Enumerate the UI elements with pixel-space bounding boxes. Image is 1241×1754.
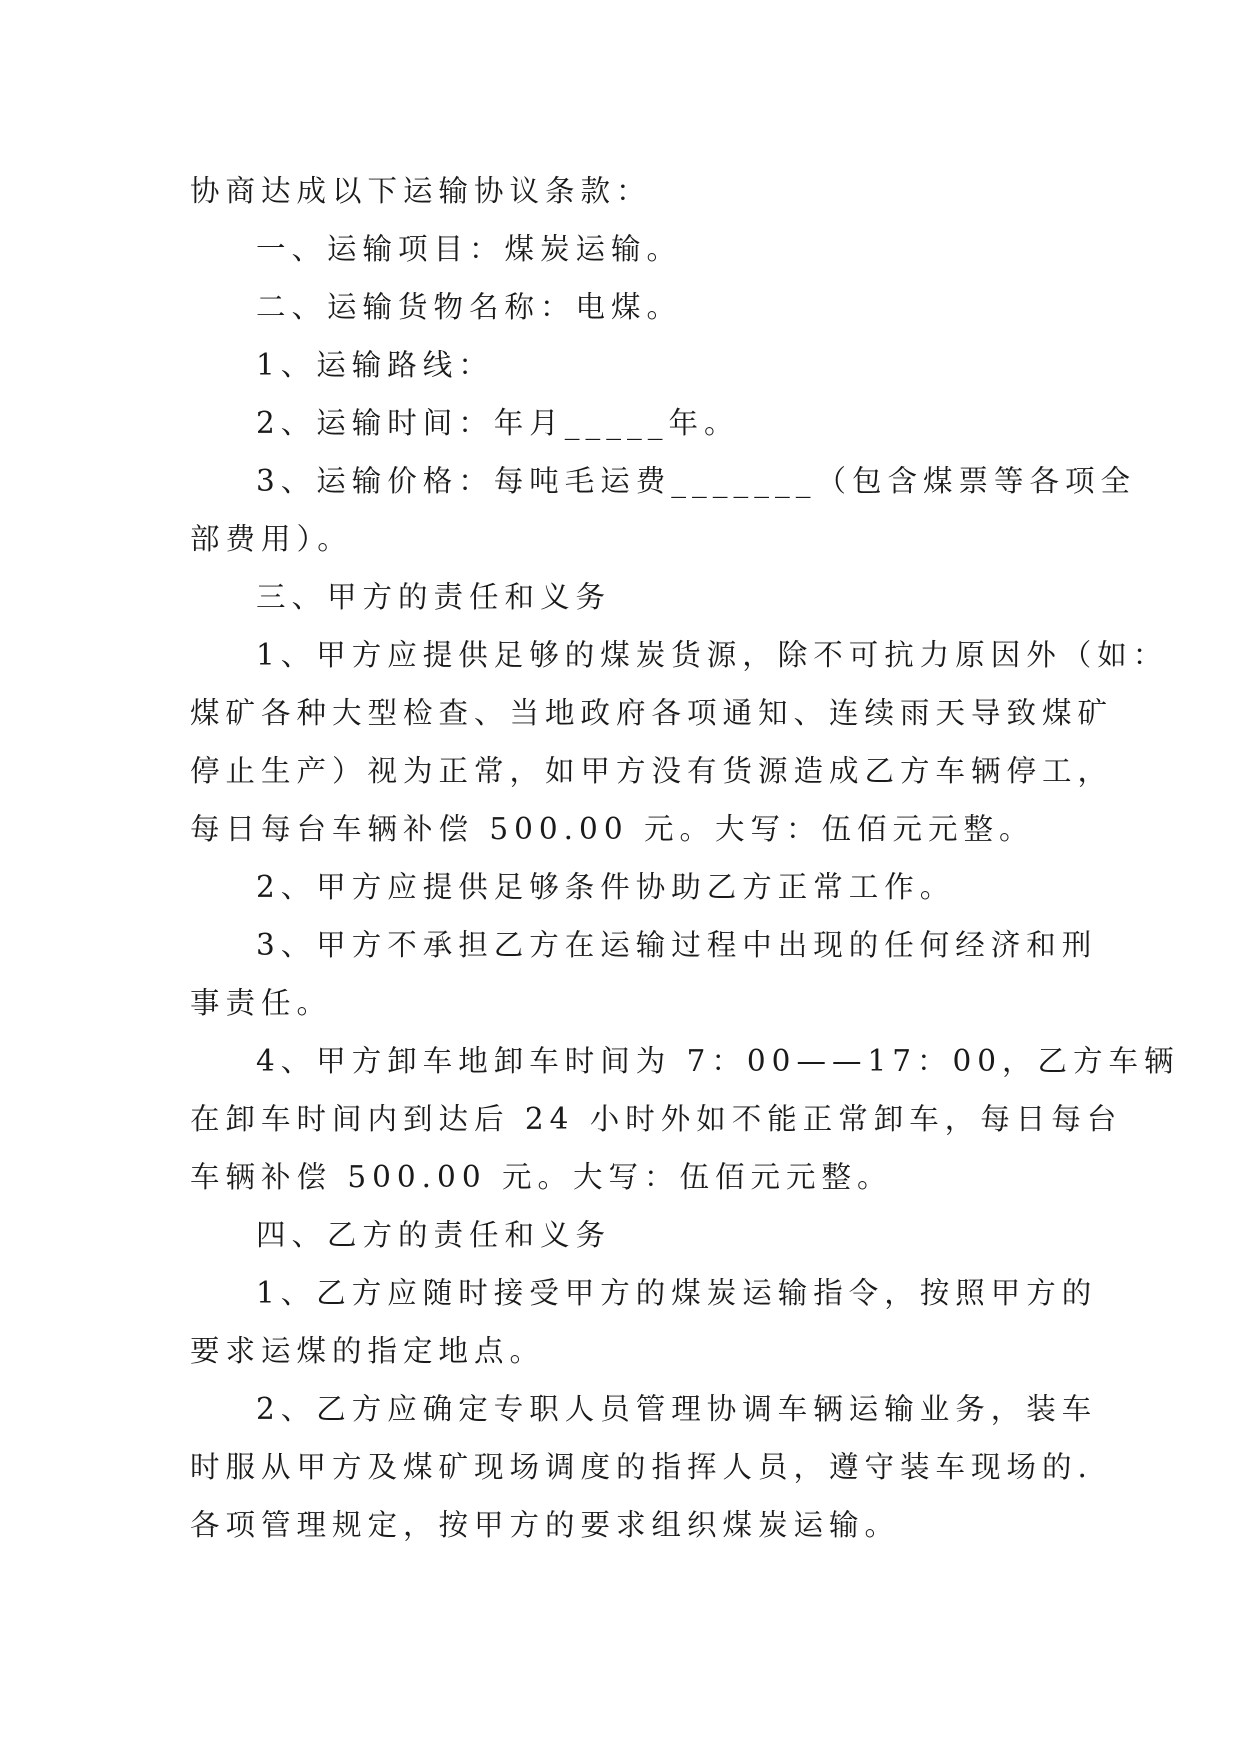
text-line: 2、甲方应提供足够条件协助乙方正常工作。 [256, 870, 956, 904]
text-line: 煤矿各种大型检查、当地政府各项通知、连续雨天导致煤矿 [190, 696, 1114, 730]
text-line: 3、运输价格：每吨毛运费_______（包含煤票等各项全 [256, 464, 1137, 498]
text-line: 时服从甲方及煤矿现场调度的指挥人员，遵守装车现场的. [190, 1450, 1093, 1484]
section-heading-4: 四、乙方的责任和义务 [256, 1218, 612, 1252]
section-heading-3: 三、甲方的责任和义务 [256, 580, 612, 614]
text-line: 车辆补偿 500.00 元。大写：伍佰元元整。 [190, 1160, 893, 1194]
text-line: 1、甲方应提供足够的煤炭货源，除不可抗力原因外（如： [256, 638, 1169, 672]
text-line: 2、乙方应确定专职人员管理协调车辆运输业务，装车 [256, 1392, 1098, 1426]
clause-heading-2: 二、运输货物名称：电煤。 [256, 290, 683, 324]
text-line: 在卸车时间内到达后 24 小时外如不能正常卸车，每日每台 [190, 1102, 1123, 1136]
clause-heading-1: 一、运输项目：煤炭运输。 [256, 232, 683, 266]
text-line: 3、甲方不承担乙方在运输过程中出现的任何经济和刑 [256, 928, 1098, 962]
text-line: 事责任。 [190, 986, 333, 1020]
text-line: 4、甲方卸车地卸车时间为 7：00——17：00，乙方车辆 [256, 1044, 1180, 1078]
text-line: 2、运输时间：年月_____年。 [256, 406, 740, 440]
text-line: 1、运输路线： [256, 348, 494, 382]
text-line: 1、乙方应随时接受甲方的煤炭运输指令，按照甲方的 [256, 1276, 1098, 1310]
text-line: 部费用）。 [190, 522, 353, 556]
text-line: 要求运煤的指定地点。 [190, 1334, 546, 1368]
text-line: 停止生产）视为正常，如甲方没有货源造成乙方车辆停工， [190, 754, 1114, 788]
text-line: 协商达成以下运输协议条款： [190, 174, 652, 208]
contract-text-body [190, 162, 1180, 1554]
text-line: 每日每台车辆补偿 500.00 元。大写：伍佰元元整。 [190, 812, 1035, 846]
text-line: 各项管理规定，按甲方的要求组织煤炭运输。 [190, 1508, 901, 1542]
